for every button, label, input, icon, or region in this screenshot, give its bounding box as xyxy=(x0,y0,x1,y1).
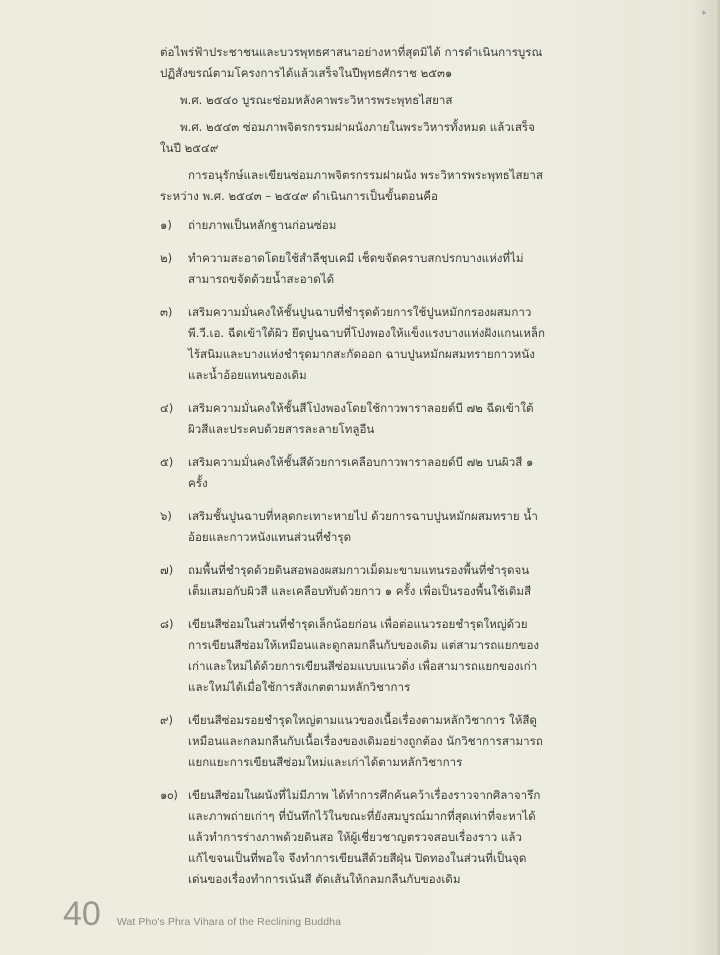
step-number: ๖) xyxy=(160,509,172,523)
corner-mark: ✦ xyxy=(700,9,708,19)
step-number: ๔) xyxy=(160,401,174,415)
step-text: เสริมความมั่นคงให้ชั้นปูนฉาบที่ชำรุดด้วยการใช้ปูนหมักกรองผสมกาวพี.วี.เอ. ฉีดเข้าใต้ผิว ยึดปูนฉาบที่โป่งพองให้แข็งแรงบางแห่งฝังแกนเหล็กไร้สนิมและบางแห่งชำรุดมากสะกัดออก ฉาบปูนหมักผสมทรายกาวหนังและน้ำอ้อยแทนของเดิม xyxy=(188,305,545,382)
list-item xyxy=(160,248,545,290)
page-content xyxy=(160,42,545,902)
step-number: ๑๐) xyxy=(160,788,178,802)
step-text: เขียนสีซ่อมรอยชำรุดใหญ่ตามแนวของเนื้อเรื่องตามหลักวิชาการ ให้สีดูเหมือนและกลมกลืนกับเนื้อเรื่องของเดิมอย่างถูกต้อง นักวิชาการสามารถแยกแยะการเขียนสีซ่อมใหม่และเก่าได้ตามหลักวิชาการ xyxy=(188,713,543,769)
step-text: เขียนสีซ่อมในส่วนที่ชำรุดเล็กน้อยก่อน เพื่อต่อแนวรอยชำรุดใหญ่ด้วยการเขียนสีซ่อมให้เหมือนและดูกลมกลืนกับของเดิม แต่สามารถแยกของเก่าและใหม่ได้ด้วยการเขียนสีซ่อมแบบแนวดิ่ง เพื่อสามารถแยกของเก่าและใหม่ได้เมื่อใช้การสังเกตตามหลักวิชาการ xyxy=(188,617,540,694)
list-item xyxy=(160,398,545,440)
step-text: ถ่ายภาพเป็นหลักฐานก่อนซ่อม xyxy=(188,218,337,232)
intro-paragraph-4: การอนุรักษ์และเขียนซ่อมภาพจิตรกรรมฝาผนัง พระวิหารพระพุทธไสยาส ระหว่าง พ.ศ. ๒๕๔๓ – ๒๕๔๙ ดำเนินการเป็นขั้นตอนคือ xyxy=(160,168,543,203)
intro-paragraph-1: ต่อไพร่ฟ้าประชาชนและบวรพุทธศาสนาอย่างหาที่สุดมิได้ การดำเนินการบูรณปฏิสังขรณ์ตามโครงการได้แล้วเสร็จในปีพุทธศักราช ๒๕๓๑ xyxy=(160,45,543,80)
list-item xyxy=(160,785,545,890)
running-title: Wat Pho's Phra Vihara of the Reclining Buddha xyxy=(116,916,342,928)
page-edge xyxy=(714,0,720,955)
step-number: ๕) xyxy=(160,455,174,469)
step-number: ๒) xyxy=(160,251,173,265)
step-text: เสริมความมั่นคงให้ชั้นสีโป่งพองโดยใช้กาวพาราลอยด์บี ๗๒ ฉีดเข้าใต้ผิวสีและประคบด้วยสารละลายโทลูอีน xyxy=(188,401,534,436)
list-item xyxy=(160,302,545,386)
step-number: ๗) xyxy=(160,563,174,577)
page-footer xyxy=(63,897,341,931)
list-item xyxy=(160,710,545,773)
list-item xyxy=(160,452,545,494)
intro-paragraph-3: พ.ศ. ๒๕๔๓ ซ่อมภาพจิตรกรรมฝาผนังภายในพระวิหารทั้งหมด แล้วเสร็จในปี ๒๕๔๙ xyxy=(160,120,535,155)
list-item xyxy=(160,614,545,698)
step-number: ๑) xyxy=(160,218,172,232)
step-text: ถมพื้นที่ชำรุดด้วยดินสอพองผสมกาวเม็ดมะขามแทนรองพื้นที่ชำรุดจนเต็มเสมอกับผิวสี และเคลือบทับด้วยกาว ๑ ครั้ง เพื่อเป็นรองพื้นใช้เดิมสี xyxy=(188,563,532,598)
page-number: 40 xyxy=(63,895,101,933)
list-item xyxy=(160,215,545,236)
list-item xyxy=(160,560,545,602)
list-item xyxy=(160,506,545,548)
step-number: ๙) xyxy=(160,713,174,727)
step-text: เสริมชั้นปูนฉาบที่หลุดกะเทาะหายไป ด้วยการฉาบปูนหมักผสมทราย น้ำอ้อยและกาวหนังแทนส่วนที่ชำรุด xyxy=(188,509,538,544)
step-text: ทำความสะอาดโดยใช้สำลีชุบเคมี เช็ดขจัดคราบสกปรกบางแห่งที่ไม่สามารถขจัดด้วยน้ำสะอาดได้ xyxy=(188,251,524,286)
steps-list xyxy=(160,215,545,890)
step-number: ๓) xyxy=(160,305,173,319)
step-text: เสริมความมั่นคงให้ชั้นสีด้วยการเคลือบกาวพาราลอยด์บี ๗๒ บนผิวสี ๑ ครั้ง xyxy=(188,455,534,490)
step-text: เขียนสีซ่อมในผนังที่ไม่มีภาพ ได้ทำการศึกค้นคว้าเรื่องราวจากศิลาจารึกและภาพถ่ายเก่าๆ ที่บันทึกไว้ในขณะที่ยังสมบูรณ์มากที่สุดเท่าที่จะหาได้ แล้วทำการร่างภาพด้วยดินสอ ให้ผู้เชี่ยวชาญตรวจสอบเรื่องราว แล้วแก้ไขจนเป็นที่พอใจ จึงทำการเขียนสีด้วยสีฝุ่น ปิดทองในส่วนที่เป็นจุดเด่นของเรื่องทำการเน้นสี ตัดเส้นให้กลมกลืนกับของเดิม xyxy=(188,788,541,886)
step-number: ๘) xyxy=(160,617,174,631)
intro-paragraph-2: พ.ศ. ๒๕๔๐ บูรณะซ่อมหลังคาพระวิหารพระพุทธไสยาส xyxy=(180,93,453,107)
